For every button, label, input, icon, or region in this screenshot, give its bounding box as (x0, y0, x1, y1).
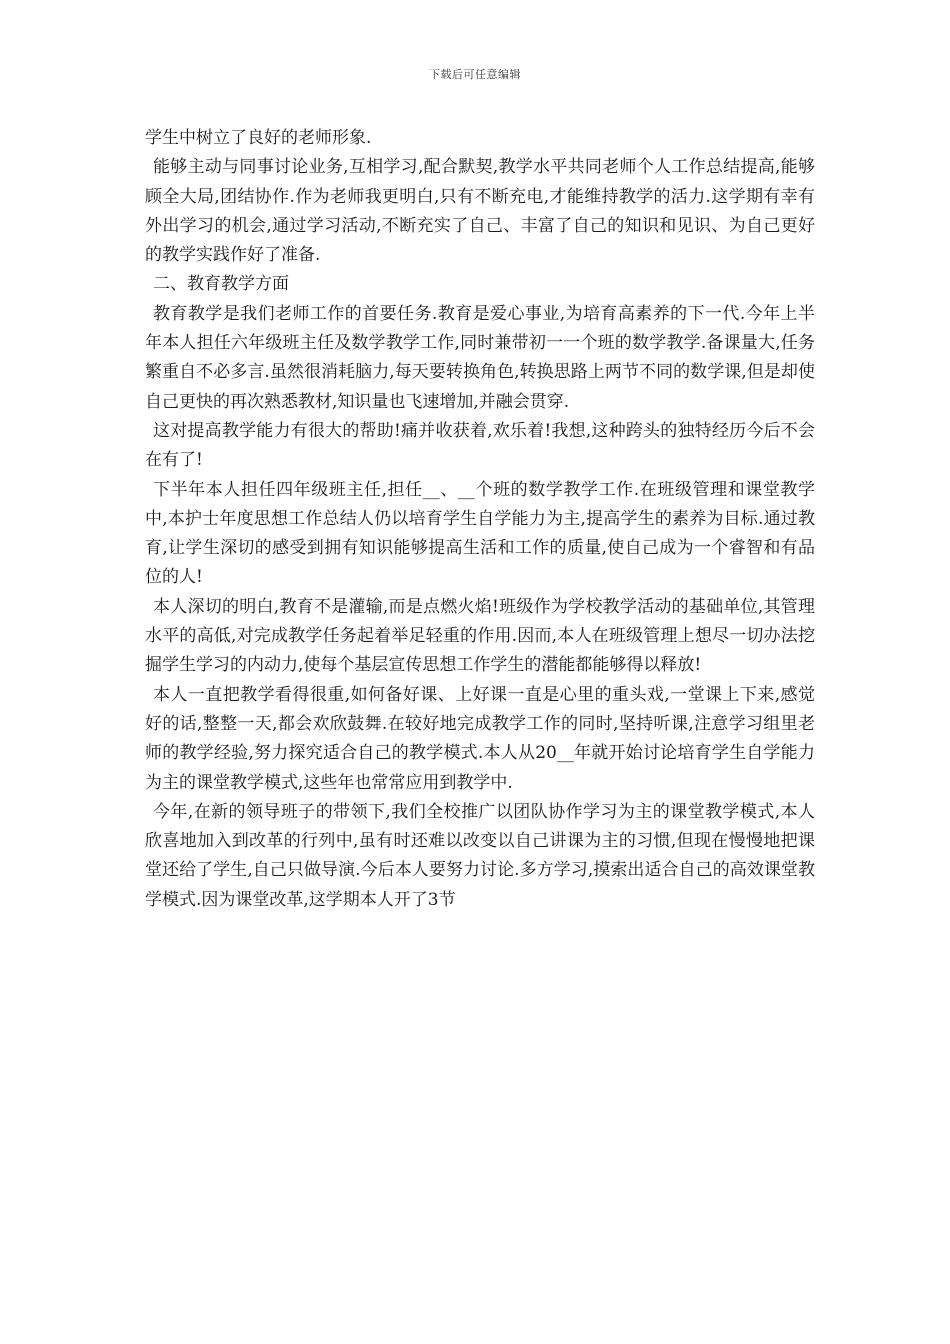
paragraph-7: 本人一直把教学看得很重,如何备好课、上好课一直是心里的重头戏,一堂课上下来,感觉好的话,整整一天,都会欢欣鼓舞.在较好地完成教学工作的同时,坚持听课,注意学习组里老师的教学经验,努力探究适合自己的教学模式.本人从20__年就开始讨论培育学生自学能力为主的课堂教学模式,这些年也常常应用到教学中. (145, 684, 815, 793)
paragraph-3: 教育教学是我们老师工作的首要任务.教育是爱心事业,为培育高素养的下一代.今年上半年本人担任六年级班主任及数学教学工作,同时兼带初一一个班的数学教学.备课量大,任务繁重自不必多言.虽然很消耗脑力,每天要转换角色,转换思路上两节不同的数学课,但是却使自己更快的再次熟悉教材,知识量也飞速增加,并融会贯穿. (145, 303, 815, 412)
paragraph-4: 这对提高教学能力有很大的帮助!痛并收获着,欢乐着!我想,这种跨头的独特经历今后不会在有了! (145, 420, 815, 471)
page-header: 下载后可任意编辑 (429, 68, 521, 81)
paragraph-8: 今年,在新的领导班子的带领下,我们全校推广以团队协作学习为主的课堂教学模式,本人欣喜地加入到改革的行列中,虽有时还难以改变以自己讲课为主的习惯,但现在慢慢地把课堂还给了学生,自己只做导演.今后本人要努力讨论.多方学习,摸索出适合自己的高效课堂教学模式.因为课堂改革,这学期本人开了3节 (145, 801, 815, 910)
section-heading: 二、教育教学方面 (153, 274, 289, 295)
paragraph-6: 本人深切的明白,教育不是灌输,而是点燃火焰!班级作为学校教学活动的基础单位,其管理水平的高低,对完成教学任务起着举足轻重的作用.因而,本人在班级管理上想尽一切办法挖掘学生学习的内动力,使每个基层宣传思想工作学生的潜能都能够得以释放! (145, 596, 815, 676)
paragraph-5: 下半年本人担任四年级班主任,担任__、__个班的数学教学工作.在班级管理和课堂教学中,本护士年度思想工作总结人仍以培育学生自学能力为主,提高学生的素养为目标.通过教育,让学生深切的感受到拥有知识能够提高生活和工作的质量,使自己成为一个睿智和有品位的人! (145, 479, 815, 588)
paragraph-2: 能够主动与同事讨论业务,互相学习,配合默契,教学水平共同老师个人工作总结提高,能够顾全大局,团结协作.作为老师我更明白,只有不断充电,才能维持教学的活力.这学期有幸有外出学习的机会,通过学习活动,不断充实了自己、丰富了自己的知识和见识、为自己更好的教学实践作好了准备. (145, 157, 815, 266)
paragraph-1: 学生中树立了良好的老师形象. (145, 128, 372, 148)
document-body (145, 124, 815, 915)
